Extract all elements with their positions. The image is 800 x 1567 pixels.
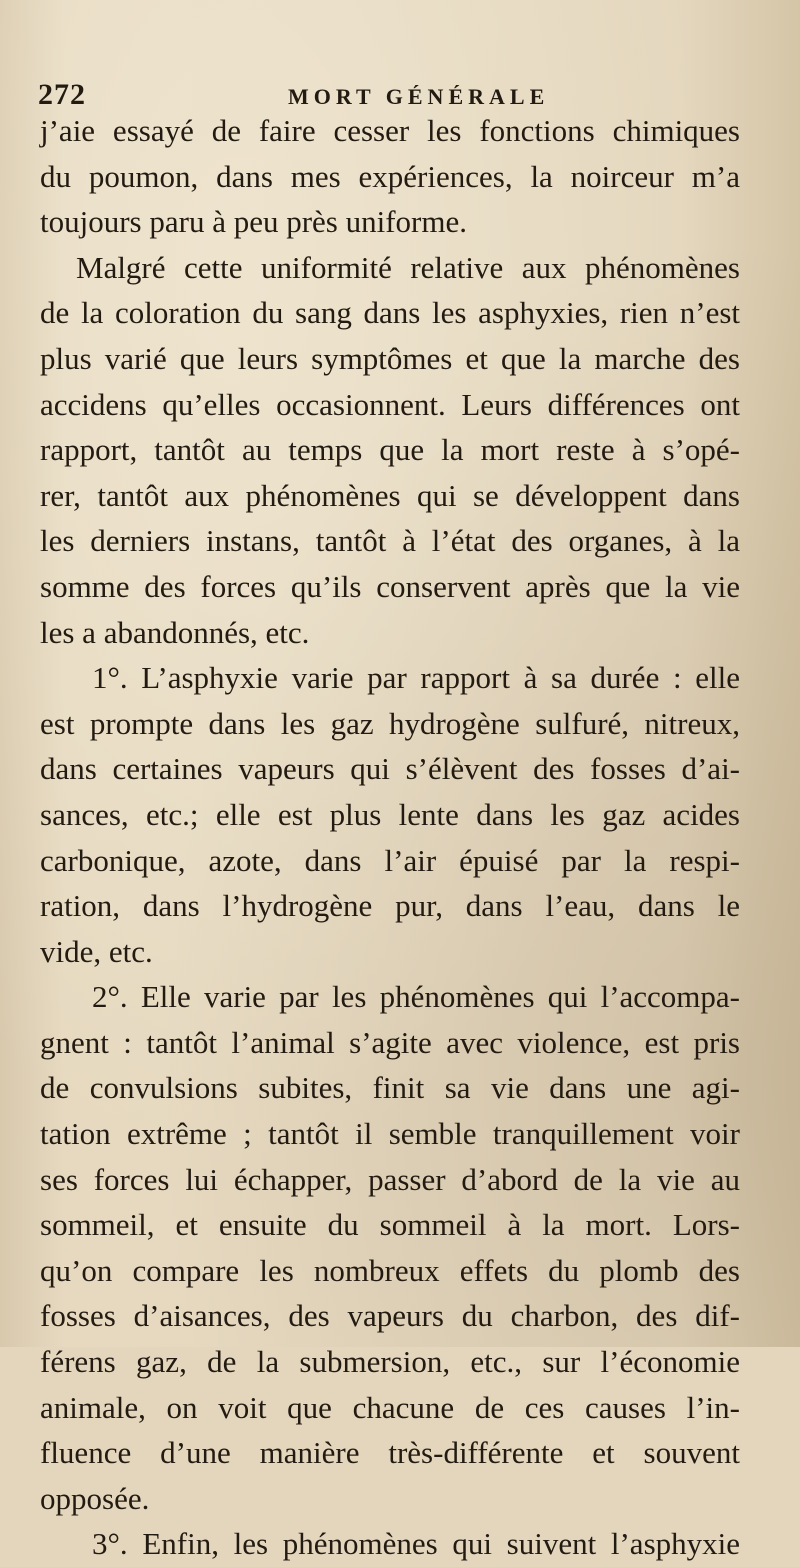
text-line: ses forces lui échapper, passer d’abord de la vie au — [40, 1161, 740, 1197]
text-line: carbonique, azote, dans l’air épuisé par la respi- — [40, 842, 740, 878]
text-line: de convulsions subites, finit sa vie dans une agi- — [40, 1070, 740, 1106]
text-line: rer, tantôt aux phénomènes qui se développent dans — [40, 477, 740, 513]
running-head — [38, 78, 758, 111]
text-line: Malgré cette uniformité relative aux phénomènes — [76, 249, 740, 285]
text-line: fluence d’une manière très-différente et souvent — [40, 1435, 740, 1471]
text-line: est prompte dans les gaz hydrogène sulfuré, nitreux, — [40, 705, 740, 741]
text-line: qu’on compare les nombreux effets du plomb des — [40, 1252, 740, 1288]
text-line: de la coloration du sang dans les asphyxies, rien n’est — [40, 295, 740, 331]
text-line: rapport, tantôt au temps que la mort reste à s’opé- — [40, 432, 740, 468]
text-line: animale, on voit que chacune de ces causes l’in- — [40, 1389, 740, 1425]
text-line: gnent : tantôt l’animal s’agite avec violence, est pris — [40, 1024, 740, 1060]
text-line: somme des forces qu’ils conservent après que la vie — [40, 568, 740, 604]
text-line: férens gaz, de la submersion, etc., sur l’économie — [40, 1344, 740, 1380]
text-line: sances, etc.; elle est plus lente dans les gaz acides — [40, 796, 740, 832]
text-line: accidens qu’elles occasionnent. Leurs différences ont — [40, 386, 740, 422]
text-line: 2°. Elle varie par les phénomènes qui l’accompa- — [92, 979, 740, 1015]
text-line: 3°. Enfin, les phénomènes qui suivent l’asphyxie — [92, 1526, 740, 1562]
text-line: tation extrême ; tantôt il semble tranquillement voir — [40, 1116, 740, 1152]
text-line: dans certaines vapeurs qui s’élèvent des fosses d’ai- — [40, 751, 740, 787]
text-line: 1°. L’asphyxie varie par rapport à sa durée : elle — [92, 660, 740, 696]
text-line: fosses d’aisances, des vapeurs du charbon, des dif- — [40, 1298, 740, 1334]
text-line: les derniers instans, tantôt à l’état des organes, à la — [40, 523, 740, 559]
text-line: les a abandonnés, etc. — [40, 614, 310, 650]
text-line: ration, dans l’hydrogène pur, dans l’eau, dans le — [40, 888, 740, 924]
page-number: 272 — [38, 78, 86, 111]
text-line: vide, etc. — [40, 933, 153, 969]
text-line: toujours paru à peu près uniforme. — [40, 204, 467, 240]
running-title: MORT GÉNÉRALE — [288, 84, 550, 109]
text-line: sommeil, et ensuite du sommeil à la mort. Lors- — [40, 1207, 740, 1243]
text-line: opposée. — [40, 1480, 150, 1516]
body-text — [40, 108, 740, 1567]
text-line: plus varié que leurs symptômes et que la marche des — [40, 340, 740, 376]
text-line: j’aie essayé de faire cesser les fonctions chimiques — [40, 113, 740, 148]
text-line: du poumon, dans mes expériences, la noirceur m’a — [40, 158, 740, 194]
